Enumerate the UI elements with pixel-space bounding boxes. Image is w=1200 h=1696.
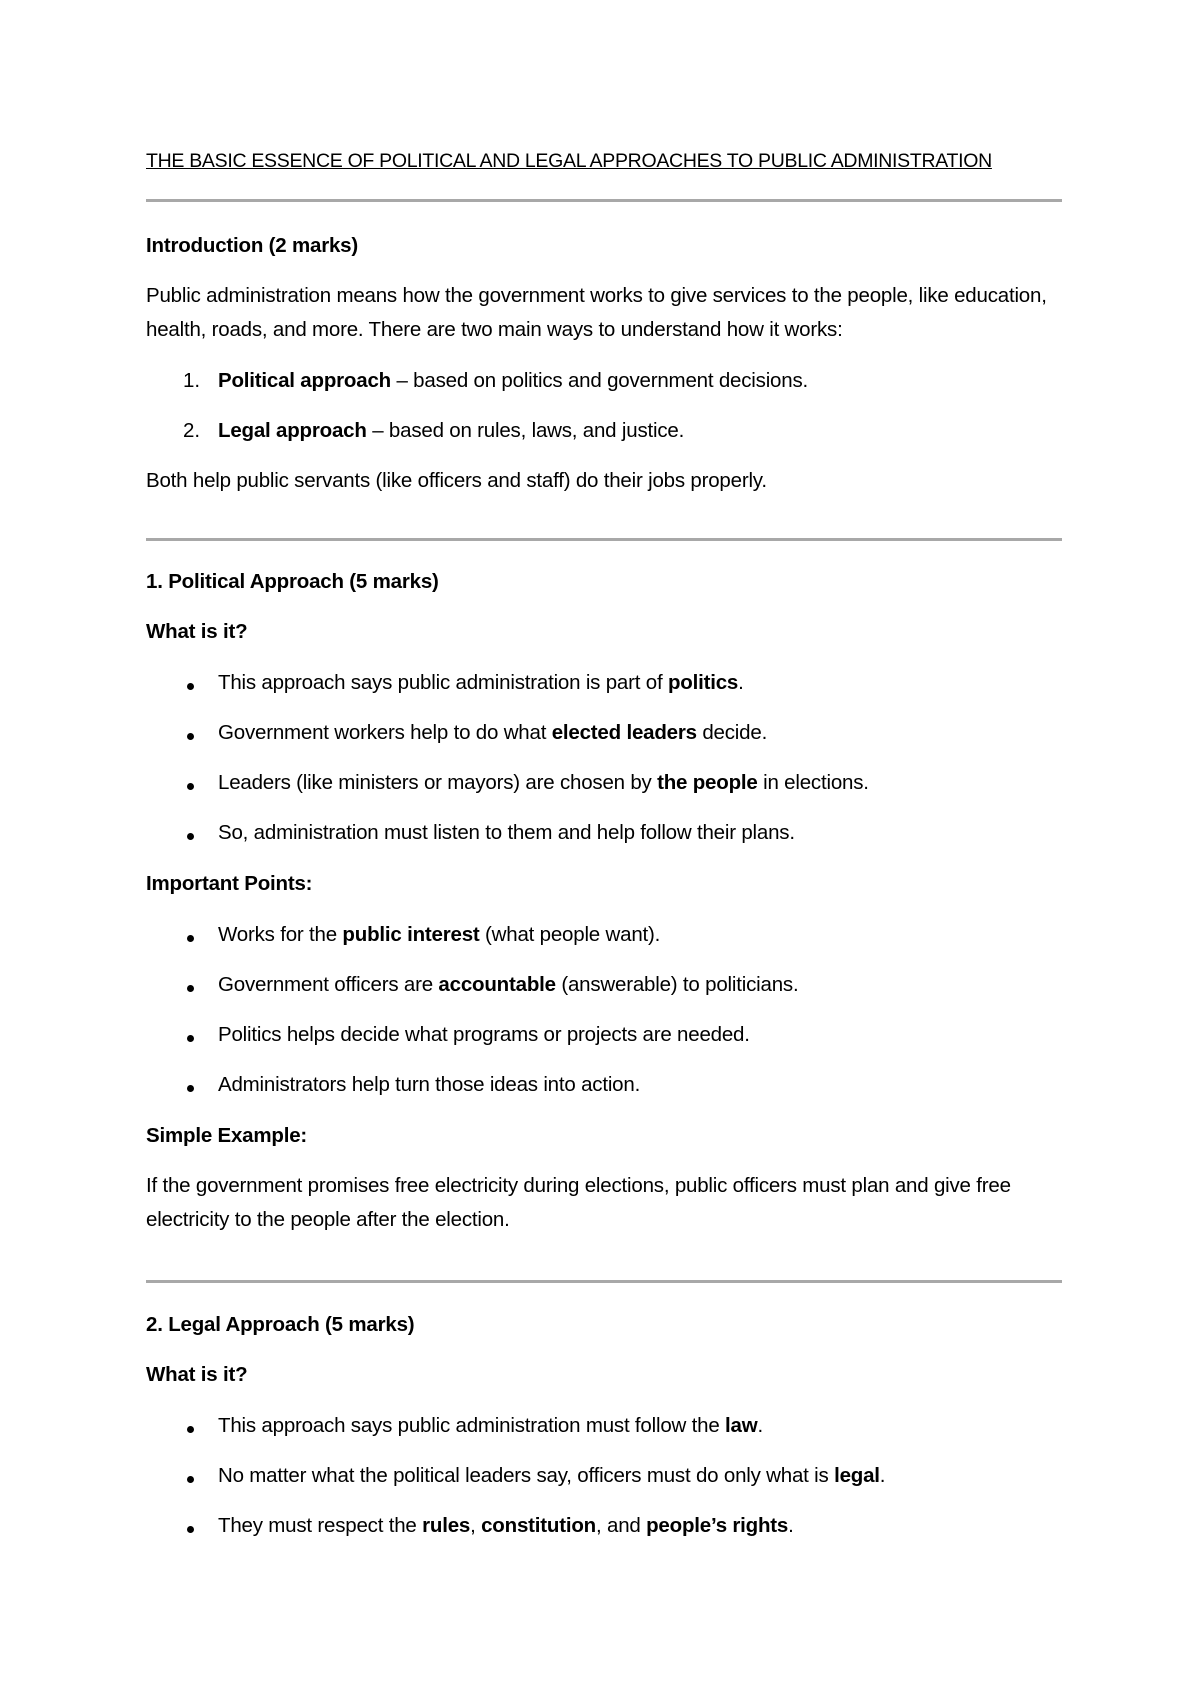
list-item-text: Leaders (like ministers or mayors) are chosen by	[218, 771, 658, 794]
list-item-text: .	[879, 1464, 886, 1487]
bullet-icon	[187, 683, 194, 690]
list-item-bold: elected leaders	[551, 721, 697, 744]
political-what-heading: What is it?	[146, 620, 248, 643]
list-item-bold: the people	[657, 771, 758, 794]
list-item-bold: rules	[422, 1514, 471, 1537]
list-item-text: This approach says public administration is part of	[218, 671, 668, 694]
list-item-bold: people’s rights	[646, 1514, 789, 1537]
list-item-text: Government workers help to do what	[218, 721, 552, 744]
list-item	[218, 668, 744, 698]
intro-closing: Both help public servants (like officers and staff) do their jobs properly.	[146, 469, 767, 492]
list-item-text: (answerable) to politicians.	[555, 973, 799, 996]
list-item-bold: accountable	[438, 973, 556, 996]
bullet-icon	[187, 935, 194, 942]
bullet-icon	[187, 1426, 194, 1433]
list-item-text: (what people want).	[479, 923, 661, 946]
list-item	[218, 818, 795, 848]
list-item-text: They must respect the	[218, 1514, 423, 1537]
list-item	[218, 416, 684, 446]
list-item-text: .	[788, 1514, 794, 1537]
list-item	[218, 970, 798, 1000]
list-item-text: Politics helps decide what programs or projects are needed.	[218, 1023, 750, 1046]
list-number: 2.	[183, 419, 201, 442]
political-heading: 1. Political Approach (5 marks)	[146, 570, 439, 593]
bullet-icon	[187, 1526, 194, 1533]
legal-heading: 2. Legal Approach (5 marks)	[146, 1313, 415, 1336]
list-item-bold: constitution	[481, 1514, 596, 1537]
list-item-text: Works for the	[218, 923, 343, 946]
intro-paragraph: Public administration means how the government works to give services to the people, like education, health, roads, and more. There are two main ways to understand how it works:	[146, 284, 1047, 341]
list-item-text: – based on politics and government decisions.	[390, 369, 808, 392]
bullet-icon	[187, 985, 194, 992]
list-item	[218, 1070, 640, 1100]
political-points-heading: Important Points:	[146, 872, 313, 895]
bullet-icon	[187, 1476, 194, 1483]
list-item-bold: public interest	[342, 923, 480, 946]
list-item	[218, 1411, 763, 1441]
list-item	[218, 920, 660, 950]
list-item-bold: politics	[667, 671, 739, 694]
bullet-icon	[187, 783, 194, 790]
list-item-text: in elections.	[757, 771, 869, 794]
bullet-icon	[187, 1035, 194, 1042]
list-item	[218, 1020, 750, 1050]
list-item	[218, 768, 869, 798]
document-title: THE BASIC ESSENCE OF POLITICAL AND LEGAL APPROACHES TO PUBLIC ADMINISTRATION	[146, 150, 992, 172]
list-item-text: .	[738, 671, 744, 694]
intro-heading: Introduction (2 marks)	[146, 234, 359, 257]
list-item-text: , and	[596, 1514, 647, 1537]
bullet-icon	[187, 733, 194, 740]
legal-what-heading: What is it?	[146, 1363, 248, 1386]
list-item-text: decide.	[696, 721, 768, 744]
list-item-text: No matter what the political leaders say, officers must do only what is	[218, 1464, 835, 1487]
political-example-heading: Simple Example:	[146, 1124, 308, 1147]
horizontal-rule	[146, 199, 1062, 202]
list-item-bold: Legal approach	[218, 419, 367, 442]
list-item-text: Government officers are	[218, 973, 439, 996]
list-item-text: .	[757, 1414, 763, 1437]
list-item-text: – based on rules, laws, and justice.	[366, 419, 685, 442]
political-example: If the government promises free electricity during elections, public officers must plan and give free electricity to the people after the election.	[146, 1174, 1011, 1231]
horizontal-rule	[146, 538, 1062, 541]
list-item-bold: legal	[834, 1464, 880, 1487]
list-item	[218, 366, 808, 396]
list-item-bold: law	[725, 1414, 758, 1437]
list-item	[218, 1511, 794, 1541]
list-item	[218, 718, 767, 748]
list-number: 1.	[183, 369, 201, 392]
list-item-text: ,	[470, 1514, 482, 1537]
bullet-icon	[187, 833, 194, 840]
list-item-text: So, administration must listen to them and help follow their plans.	[218, 821, 795, 844]
list-item	[218, 1461, 885, 1491]
list-item-text: Administrators help turn those ideas into action.	[218, 1073, 641, 1096]
list-item-text: This approach says public administration must follow the	[218, 1414, 726, 1437]
horizontal-rule	[146, 1280, 1062, 1283]
bullet-icon	[187, 1085, 194, 1092]
list-item-bold: Political approach	[218, 369, 391, 392]
